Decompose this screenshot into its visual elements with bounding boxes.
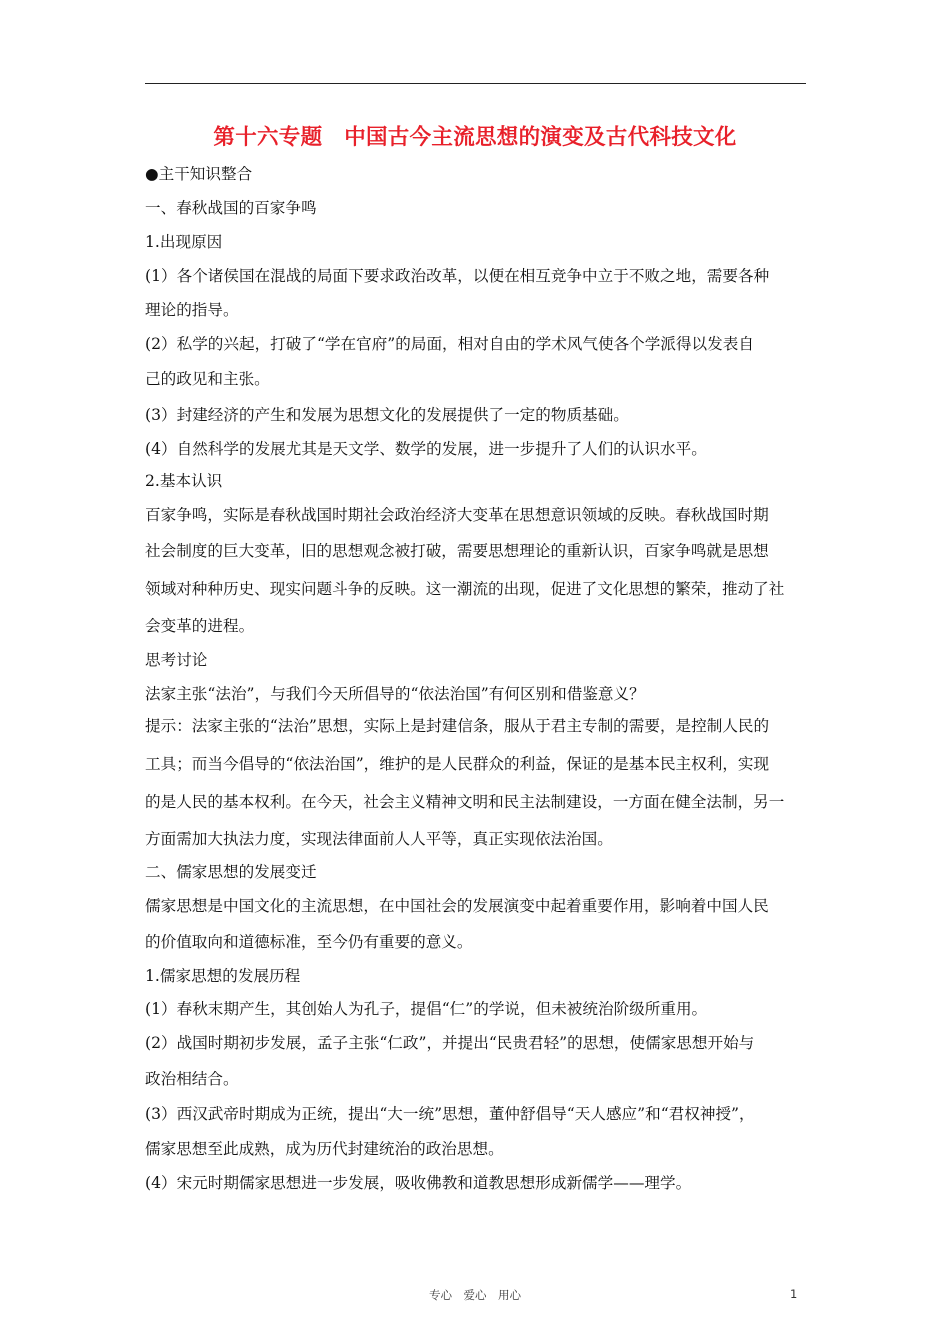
paragraph-line: 会变革的进程。 (145, 617, 255, 635)
subsection-heading: 2.基本认识 (145, 472, 223, 490)
paragraph-line: 方面需加大执法力度，实现法律面前人人平等，真正实现依法治国。 (145, 830, 613, 848)
section-heading: 二、儒家思想的发展变迁 (145, 863, 317, 881)
footer-slogan: 专心 爱心 用心 (429, 1288, 521, 1302)
paragraph-line: 工具；而当今倡导的“依法治国”，维护的是人民群众的利益，保证的是基本民主权利，实现 (145, 755, 770, 773)
page-title: 第十六专题 中国古今主流思想的演变及古代科技文化 (213, 125, 737, 150)
paragraph-line: 己的政见和主张。 (145, 370, 270, 388)
header-rule (145, 83, 806, 84)
paragraph-line: (1）春秋末期产生，其创始人为孔子，提倡“仁”的学说，但未被统治阶级所重用。 (145, 1000, 708, 1018)
paragraph-line: 百家争鸣，实际是春秋战国时期社会政治经济大变革在思想意识领域的反映。春秋战国时期 (145, 506, 769, 524)
paragraph-line: 儒家思想至此成熟，成为历代封建统治的政治思想。 (145, 1140, 504, 1158)
discussion-heading: 思考讨论 (145, 651, 208, 669)
paragraph-line: 的是人民的基本权利。在今天，社会主义精神文明和民主法制建设，一方面在健全法制，另一 (145, 793, 785, 811)
paragraph-line: (4）自然科学的发展尤其是天文学、数学的发展，进一步提升了人们的认识水平。 (145, 440, 707, 458)
paragraph-line: (3）西汉武帝时期成为正统，提出“大一统”思想，董仲舒倡导“天人感应”和“君权神授”， (145, 1105, 755, 1123)
question-line: 法家主张“法治”，与我们今天所倡导的“依法治国”有何区别和借鉴意义？ (145, 685, 645, 703)
subsection-heading: 1.儒家思想的发展历程 (145, 967, 301, 985)
paragraph-line: (4）宋元时期儒家思想进一步发展，吸收佛教和道教思想形成新儒学——理学。 (145, 1174, 692, 1192)
paragraph-line: 领域对种种历史、现实问题斗争的反映。这一潮流的出现，促进了文化思想的繁荣，推动了社 (145, 580, 785, 598)
paragraph-line: 理论的指导。 (145, 301, 239, 319)
section-heading: 一、春秋战国的百家争鸣 (145, 199, 317, 217)
paragraph-line: (2）私学的兴起，打破了“学在官府”的局面，相对自由的学术风气使各个学派得以发表自 (145, 335, 754, 353)
section-marker: ●主干知识整合 (145, 165, 253, 183)
page-number: 1 (790, 1287, 798, 1301)
paragraph-line: 的价值取向和道德标准，至今仍有重要的意义。 (145, 933, 473, 951)
paragraph-line: 儒家思想是中国文化的主流思想，在中国社会的发展演变中起着重要作用，影响着中国人民 (145, 897, 769, 915)
paragraph-line: (3）封建经济的产生和发展为思想文化的发展提供了一定的物质基础。 (145, 406, 629, 424)
paragraph-line: 社会制度的巨大变革，旧的思想观念被打破，需要思想理论的重新认识，百家争鸣就是思想 (145, 542, 769, 560)
paragraph-line: 政治相结合。 (145, 1070, 239, 1088)
paragraph-line: 提示：法家主张的“法治”思想，实际上是封建信条，服从于君主专制的需要，是控制人民的 (145, 717, 770, 735)
subsection-heading: 1.出现原因 (145, 233, 223, 251)
paragraph-line: (1）各个诸侯国在混战的局面下要求政治改革，以便在相互竞争中立于不败之地，需要各种 (145, 267, 770, 285)
paragraph-line: (2）战国时期初步发展，孟子主张“仁政”，并提出“民贵君轻”的思想，使儒家思想开始与 (145, 1034, 755, 1052)
